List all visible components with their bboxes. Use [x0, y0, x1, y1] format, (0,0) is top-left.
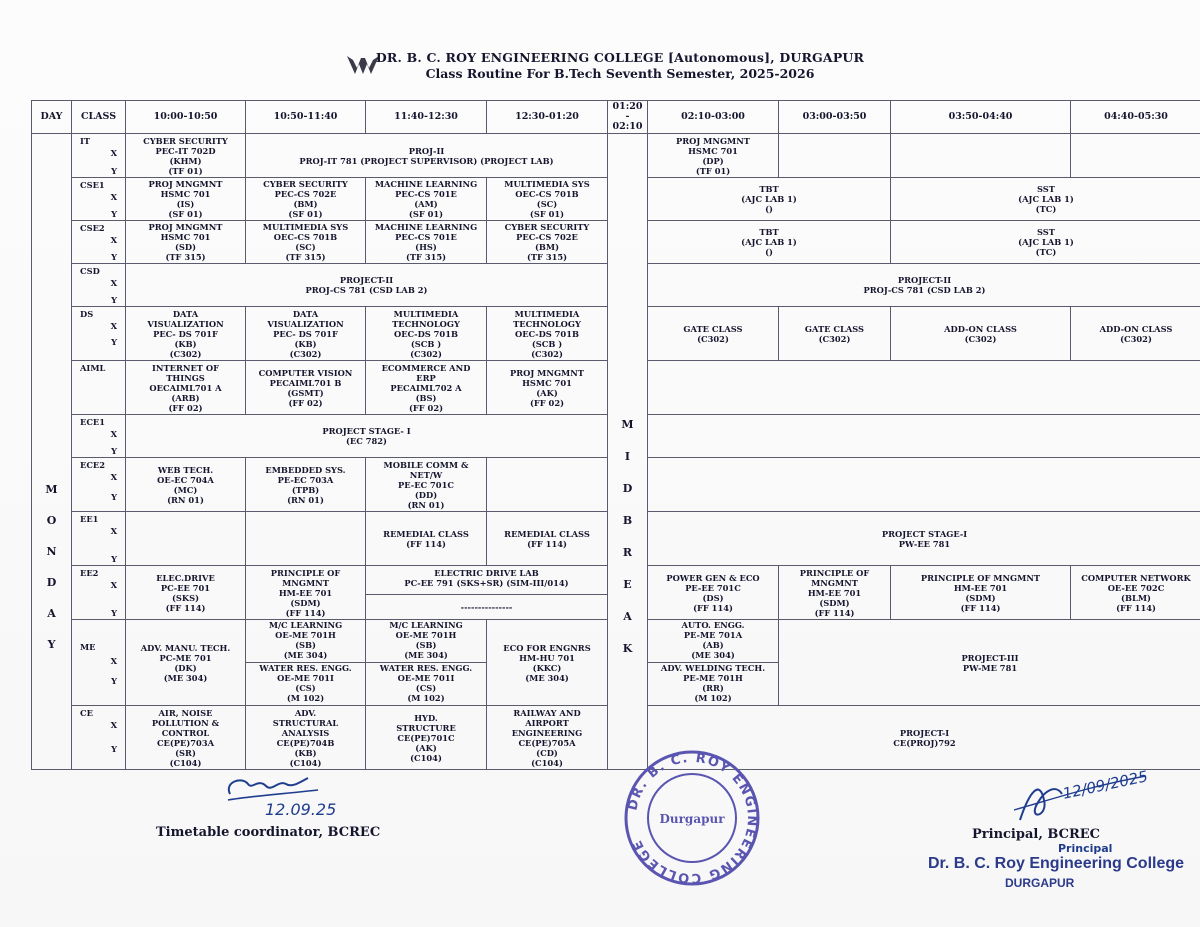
cell-cse2-sst: SST (AJC LAB 1) (TC) [891, 221, 1200, 264]
cell-cse1-sst: SST (AJC LAB 1) (TC) [891, 178, 1200, 221]
col-class: CLASS [72, 101, 126, 134]
col-t4: 12:30-01:20 [487, 101, 608, 134]
cell-ce-proj: PROJECT-I CE(PROJ)792 [648, 706, 1200, 770]
cell-ee2-lab: ELECTRIC DRIVE LAB PC-EE 791 (SKS+SR) (SIM-III/014) --------------- [366, 566, 608, 620]
cell-aiml-1: INTERNET OF THINGS OECAIML701 A (ARB) (FF 02) [126, 361, 246, 415]
cell-ds-2: DATA VISUALIZATION PEC- DS 701F (KB) (C302) [246, 307, 366, 361]
cell-ds-6: GATE CLASS (C302) [779, 307, 891, 361]
cell-it-8 [1071, 134, 1200, 178]
class-ce: CE X Y [72, 706, 126, 770]
cell-ds-3: MULTIMEDIA TECHNOLOGY OEC-DS 701B (SCB ) (C302) [366, 307, 487, 361]
cell-ee1-3: REMEDIAL CLASS (FF 114) [366, 512, 487, 566]
cell-it-7 [891, 134, 1071, 178]
cell-ce-3: HYD. STRUCTURE CE(PE)701C (AK) (C104) [366, 706, 487, 770]
class-cse2: CSE2 X Y [72, 221, 126, 264]
cell-aiml-pm [648, 361, 1200, 415]
col-t2: 10:50-11:40 [246, 101, 366, 134]
cell-ece2-1: WEB TECH. OE-EC 704A (MC) (RN 01) [126, 458, 246, 512]
cell-cse2-3: MACHINE LEARNING PEC-CS 701E (HS) (TF 315) [366, 221, 487, 264]
cell-cse2-1: PROJ MNGMNT HSMC 701 (SD) (TF 315) [126, 221, 246, 264]
class-csd: CSD X Y [72, 264, 126, 307]
col-day: DAY [32, 101, 72, 134]
routine-title: Class Routine For B.Tech Seventh Semester, 2025-2026 [425, 66, 815, 81]
cell-ece1-proj: PROJECT STAGE- I (EC 782) [126, 415, 608, 458]
class-me: ME X Y [72, 620, 126, 706]
cell-cse1-3: MACHINE LEARNING PEC-CS 701E (AM) (SF 01) [366, 178, 487, 221]
routine-table [31, 100, 1200, 770]
cell-ece2-2: EMBEDDED SYS. PE-EC 703A (TPB) (RN 01) [246, 458, 366, 512]
col-break: 01:20 - 02:10 [608, 101, 648, 134]
cell-csd-pm: PROJECT-II PROJ-CS 781 (CSD LAB 2) [648, 264, 1200, 307]
cell-ce-2: ADV. STRUCTURAL ANALYSIS CE(PE)704B (KB) (C104) [246, 706, 366, 770]
college-stamp-icon [622, 748, 762, 888]
cell-cse1-tbt: TBT (AJC LAB 1) () [648, 178, 891, 221]
cell-ee1-4: REMEDIAL CLASS (FF 114) [487, 512, 608, 566]
cell-cse2-4: CYBER SECURITY PEC-CS 702E (BM) (TF 315) [487, 221, 608, 264]
col-t3: 11:40-12:30 [366, 101, 487, 134]
col-t6: 03:00-03:50 [779, 101, 891, 134]
day-monday: M O N D A Y [32, 134, 72, 770]
cell-ds-4: MULTIMEDIA TECHNOLOGY OEC-DS 701B (SCB ) (C302) [487, 307, 608, 361]
cell-ds-1: DATA VISUALIZATION PEC- DS 701F (KB) (C302) [126, 307, 246, 361]
class-ece2: ECE2 X Y [72, 458, 126, 512]
cell-ee1-proj: PROJECT STAGE-I PW-EE 781 [648, 512, 1200, 566]
cell-csd-am: PROJECT-II PROJ-CS 781 (CSD LAB 2) [126, 264, 608, 307]
principal-title: Principal, BCREC [972, 827, 1101, 842]
cell-ce-1: AIR, NOISE POLLUTION & CONTROL CE(PE)703A (SR) (C104) [126, 706, 246, 770]
cell-cse1-4: MULTIMEDIA SYS OEC-CS 701B (SC) (SF 01) [487, 178, 608, 221]
document-header [340, 50, 900, 81]
col-t1: 10:00-10:50 [126, 101, 246, 134]
cell-cse1-2: CYBER SECURITY PEC-CS 702E (BM) (SF 01) [246, 178, 366, 221]
cell-ee2-8: COMPUTER NETWORK OE-EE 702C (BLM) (FF 114) [1071, 566, 1200, 620]
cell-ds-8: ADD-ON CLASS (C302) [1071, 307, 1200, 361]
class-ece1: ECE1 X Y [72, 415, 126, 458]
col-t8: 04:40-05:30 [1071, 101, 1200, 134]
cell-ee2-6: PRINCIPLE OF MNGMNT HM-EE 701 (SDM) (FF 114) [779, 566, 891, 620]
cell-it-6 [779, 134, 891, 178]
cell-ece2-4 [487, 458, 608, 512]
principal-date: 12/09/2025 [1061, 767, 1150, 803]
svg-text:DR. B. C. ROY ENGINEERING COLL: DR. B. C. ROY ENGINEERING COLLEGE [625, 750, 760, 886]
svg-text:Durgapur: Durgapur [659, 812, 725, 826]
cell-it-proj: PROJ-II PROJ-IT 781 (PROJECT SUPERVISOR) (PROJECT LAB) [246, 134, 608, 178]
cell-ee2-7: PRINCIPLE OF MNGMNT HM-EE 701 (SDM) (FF 114) [891, 566, 1071, 620]
cell-me-3: M/C LEARNING OE-ME 701H (SB) (ME 304) WATER RES. ENGG. OE-ME 701I (CS) (M 102) [366, 620, 487, 706]
principal-stamp-name: Dr. B. C. Roy Engineering College [928, 855, 1185, 872]
class-ee1: EE1 X Y [72, 512, 126, 566]
class-ee2: EE2 X Y [72, 566, 126, 620]
college-name: DR. B. C. ROY ENGINEERING COLLEGE [Autonomous], DURGAPUR [375, 50, 865, 65]
cell-it-5: PROJ MNGMNT HSMC 701 (DP) (TF 01) [648, 134, 779, 178]
coordinator-title: Timetable coordinator, BCREC [156, 825, 381, 840]
principal-stamp-city: DURGAPUR [1005, 876, 1075, 890]
principal-stamp-label: Principal [1058, 842, 1113, 855]
col-t7: 03:50-04:40 [891, 101, 1071, 134]
mid-break: M I D B R E A K [608, 134, 648, 770]
cell-cse2-tbt: TBT (AJC LAB 1) () [648, 221, 891, 264]
cell-ds-5: GATE CLASS (C302) [648, 307, 779, 361]
class-ds: DS X Y [72, 307, 126, 361]
cell-ee1-2 [246, 512, 366, 566]
cell-ece2-pm [648, 458, 1200, 512]
cell-cse1-1: PROJ MNGMNT HSMC 701 (IS) (SF 01) [126, 178, 246, 221]
cell-ee1-1 [126, 512, 246, 566]
row-it [32, 134, 1200, 178]
cell-aiml-3: ECOMMERCE AND ERP PECAIML702 A (BS) (FF 02) [366, 361, 487, 415]
cell-ee2-5: POWER GEN & ECO PE-EE 701C (DS) (FF 114) [648, 566, 779, 620]
cell-ee2-1: ELEC.DRIVE PC-EE 701 (SKS) (FF 114) [126, 566, 246, 620]
cell-me-2: M/C LEARNING OE-ME 701H (SB) (ME 304) WATER RES. ENGG. OE-ME 701I (CS) (M 102) [246, 620, 366, 706]
header-row [32, 101, 1200, 134]
cell-cse2-2: MULTIMEDIA SYS OEC-CS 701B (SC) (TF 315) [246, 221, 366, 264]
cell-me-4: ECO FOR ENGNRS HM-HU 701 (KKC) (ME 304) [487, 620, 608, 706]
cell-aiml-2: COMPUTER VISION PECAIML701 B (GSMT) (FF 02) [246, 361, 366, 415]
cell-ece2-3: MOBILE COMM & NET/W PE-EC 701C (DD) (RN 01) [366, 458, 487, 512]
class-it: IT X Y [72, 134, 126, 178]
cell-it-1: CYBER SECURITY PEC-IT 702D (KHM) (TF 01) [126, 134, 246, 178]
cell-aiml-4: PROJ MNGMNT HSMC 701 (AK) (FF 02) [487, 361, 608, 415]
col-t5: 02:10-03:00 [648, 101, 779, 134]
class-aiml: AIML [72, 361, 126, 415]
coordinator-date: 12.09.25 [265, 800, 337, 819]
cell-ce-4: RAILWAY AND AIRPORT ENGINEERING CE(PE)705A (CD) (C104) [487, 706, 608, 770]
class-cse1: CSE1 X Y [72, 178, 126, 221]
cell-ee2-2: PRINCIPLE OF MNGMNT HM-EE 701 (SDM) (FF 114) [246, 566, 366, 620]
cell-ds-7: ADD-ON CLASS (C302) [891, 307, 1071, 361]
cell-me-5: AUTO. ENGG. PE-ME 701A (AB) (ME 304) ADV. WELDING TECH. PE-ME 701H (RR) (M 102) [648, 620, 779, 706]
cell-ece1-pm [648, 415, 1200, 458]
cell-me-1: ADV. MANU. TECH. PC-ME 701 (DK) (ME 304) [126, 620, 246, 706]
cell-me-proj: PROJECT-III PW-ME 781 [779, 620, 1200, 706]
